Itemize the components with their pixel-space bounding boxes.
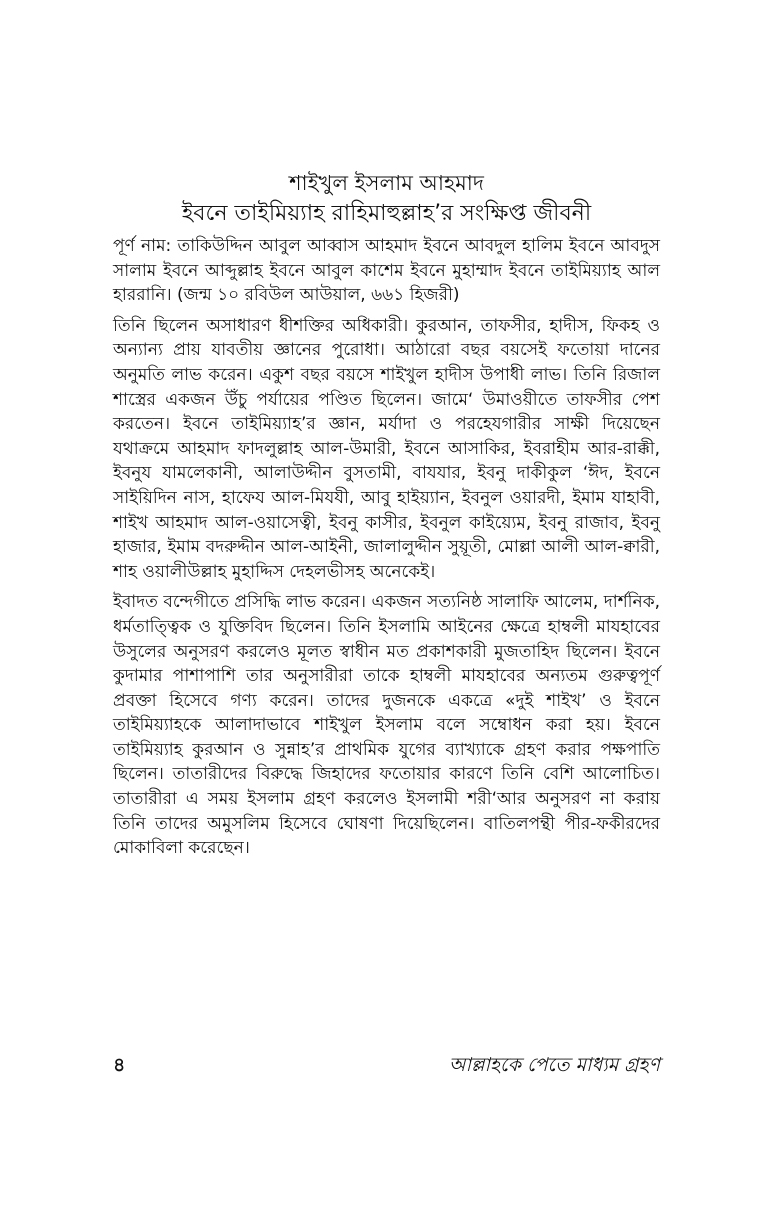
title-line-2: ইবনে তাইমিয়্যাহ রাহিমাহুল্লাহ’র সংক্ষিপ্ত জীবনী [181, 201, 592, 226]
page-number: ৪ [113, 1054, 126, 1076]
running-title: আল্লাহকে পেতে মাধ্যম গ্রহণ [448, 1054, 660, 1076]
paragraph-full-name: পূর্ণ নাম: তাকিউদ্দিন আবুল আব্বাস আহমাদ ইবনে আবদুল হালিম ইবনে আবদুস সালাম ইবনে আব্দুল্লাহ ইবনে আবুল কাশেম ইবনে মুহাম্মাদ ইবনে তাইমিয়্যাহ আল হাররানি। (জন্ম ১০ রবিউল আউয়াল, ৬৬১ হিজরী) [113, 236, 660, 306]
paragraph-scholarship: তিনি ছিলেন অসাধারণ ধীশক্তির অধিকারী। কুরআন, তাফসীর, হাদীস, ফিকহ ও অন্যান্য প্রায় যাবতীয় জ্ঞানের পুরোধা। আঠারো বছর বয়সেই ফতোয়া দানের অনুমতি লাভ করেন। একুশ বছর বয়সে শাইখুল হাদীস উপাধী লাভ। তিনি রিজাল শাস্ত্রের একজন উঁচু পর্যায়ের পণ্ডিত ছিলেন। জামে‘ উমাওয়ীতে তাফসীর পেশ করতেন। ইবনে তাইমিয়্যাহ’র জ্ঞান, মর্যাদা ও পরহেযগারীর সাক্ষী দিয়েছেন যথাক্রমে আহমাদ ফাদলুল্লাহ আল-উমারী, ইবনে আসাকির, ইবরাহীম আর-রাক্কী, ইবনুয যামলেকানী, আলাউদ্দীন বুসতামী, বাযযার, ইবনু দাকীকুল ‘ঈদ, ইবনে সাইয়িদিন নাস, হাফেয আল-মিযযী, আবু হাইয়্যান, ইবনুল ওয়ারদী, ইমাম যাহাবী, শাইখ আহমাদ আল-ওয়াসেত্বী, ইবনু কাসীর, ইবনুল কাইয়্যেম, ইবনু রাজাব, ইবনু হাজার, ইমাম বদরুদ্দীন আল-আইনী, জালালুদ্দীন সুয়ূতী, মোল্লা আলী আল-ক্বারী, শাহ ওয়ালীউল্লাহ মুহাদ্দিস দেহলভীসহ অনেকেই। [113, 315, 660, 582]
title-line-1: শাইখুল ইসলাম আহমাদ [289, 171, 484, 195]
page-body [113, 168, 660, 867]
paragraph-worship-and-role: ইবাদত বন্দেগীতে প্রসিদ্ধি লাভ করেন। একজন সত্যনিষ্ঠ সালাফি আলেম, দার্শনিক, ধর্মতাত্ত্বিক ও যুক্তিবিদ ছিলেন। তিনি ইসলামি আইনের ক্ষেত্রে হাম্বলী মাযহাবের উসুলের অনুসরণ করলেও মূলত স্বাধীন মত প্রকাশকারী মুজতাহিদ ছিলেন। ইবনে কুদামার পাশাপাশি তার অনুসারীরা তাকে হাম্বলী মাযহাবের অন্যতম গুরুত্বপূর্ণ প্রবক্তা হিসেবে গণ্য করেন। তাদের দুজনকে একত্রে «দুই শাইখ’ ও ইবনে তাইমিয়্যাহকে আলাদাভাবে শাইখুল ইসলাম বলে সম্বোধন করা হয়। ইবনে তাইমিয়্যাহ কুরআন ও সুন্নাহ’র প্রাথমিক যুগের ব্যাখ্যাকে গ্রহণ করার পক্ষপাতি ছিলেন। তাতারীদের বিরুদ্ধে জিহাদের ফতোয়ার কারণে তিনি বেশি আলোচিত। তাতারীরা এ সময় ইসলাম গ্রহণ করলেও ইসলামী শরী‘আর অনুসরণ না করায় তিনি তাদের অমুসলিম হিসেবে ঘোষণা দিয়েছিলেন। বাতিলপন্থী পীর-ফকীরদের মোকাবিলা করেছেন। [113, 592, 660, 859]
